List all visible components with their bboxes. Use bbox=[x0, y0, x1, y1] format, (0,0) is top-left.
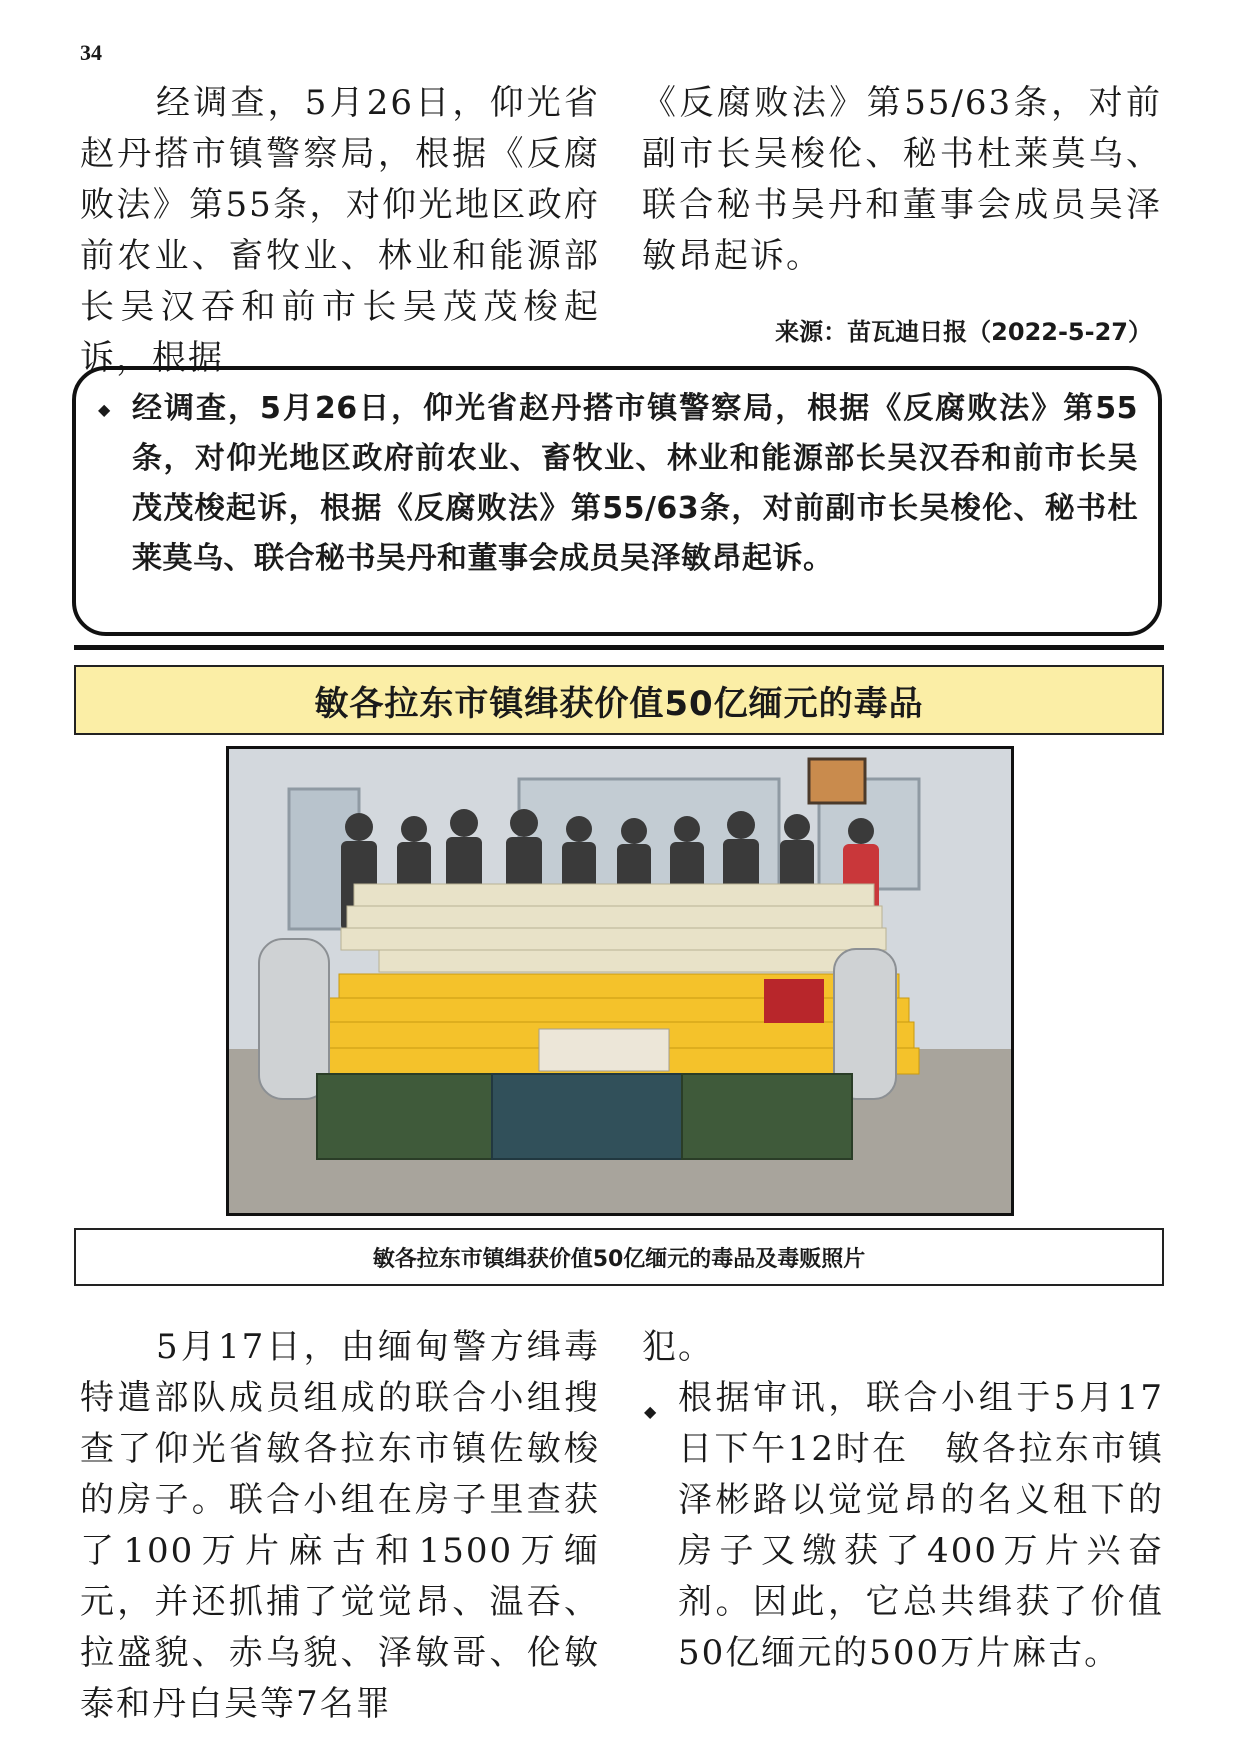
top-left-paragraph: 经调查，5月26日，仰光省赵丹搭市镇警察局，根据《反腐败法》第55条，对仰光地区政府前农业、畜牧业、林业和能源部长吴汉吞和前市长吴茂茂梭起诉，根据 bbox=[80, 83, 600, 378]
headline-banner bbox=[74, 665, 1164, 735]
headline-title: 敏各拉东市镇缉获价值50亿缅元的毒品 bbox=[314, 683, 924, 724]
top-left-column bbox=[80, 78, 600, 384]
section-divider bbox=[74, 645, 1164, 650]
bottom-right-column bbox=[642, 1322, 1164, 1373]
top-right-paragraph: 《反腐败法》第55/63条，对前副市长吴梭伦、秘书杜莱莫乌、联合秘书吴丹和董事会成员吴泽敏昂起诉。 bbox=[642, 83, 1162, 276]
bottom-left-column bbox=[80, 1322, 600, 1730]
summary-text: 经调查，5月26日，仰光省赵丹搭市镇警察局，根据《反腐败法》第55条，对仰光地区政府前农业、畜牧业、林业和能源部长吴汉吞和前市长吴茂茂梭起诉，根据《反腐败法》第55/63条，对前副市长吴梭伦、秘书杜莱莫乌、联合秘书吴丹和董事会成员吴泽敏昂起诉。 bbox=[132, 391, 1138, 576]
bottom-right-bullet-block bbox=[678, 1373, 1164, 1679]
source-line: 来源：苗瓦迪日报（2022-5-27） bbox=[775, 318, 1152, 346]
bottom-right-bullet-icon: ◆ bbox=[644, 1402, 657, 1421]
seizure-photo-illustration bbox=[229, 749, 1011, 1213]
photo-caption: 敏各拉东市镇缉获价值50亿缅元的毒品及毒贩照片 bbox=[372, 1246, 866, 1272]
bottom-right-continuation: 犯。 bbox=[642, 1327, 714, 1367]
summary-box bbox=[72, 366, 1162, 636]
page-number: 34 bbox=[80, 40, 102, 65]
bottom-left-paragraph: 5月17日，由缅甸警方缉毒特遣部队成员组成的联合小组搜查了仰光省敏各拉东市镇佐敏梭的房子。联合小组在房子里查获了100万片麻古和1500万缅元，并还抓捕了觉觉昂、温吞、拉盛貌、赤乌貌、泽敏哥、伦敏泰和丹白吴等7名罪 bbox=[80, 1327, 600, 1724]
summary-bullet-icon: ◆ bbox=[98, 400, 111, 419]
seizure-photo bbox=[226, 746, 1014, 1216]
top-right-column bbox=[642, 78, 1162, 282]
photo-caption-box bbox=[74, 1228, 1164, 1286]
bottom-right-paragraph: 根据审讯，联合小组于5月17日下午12时在 敏各拉东市镇泽彬路以觉觉昂的名义租下的房子又缴获了400万片兴奋剂。因此，它总共缉获了价值50亿缅元的500万片麻古。 bbox=[678, 1378, 1164, 1673]
